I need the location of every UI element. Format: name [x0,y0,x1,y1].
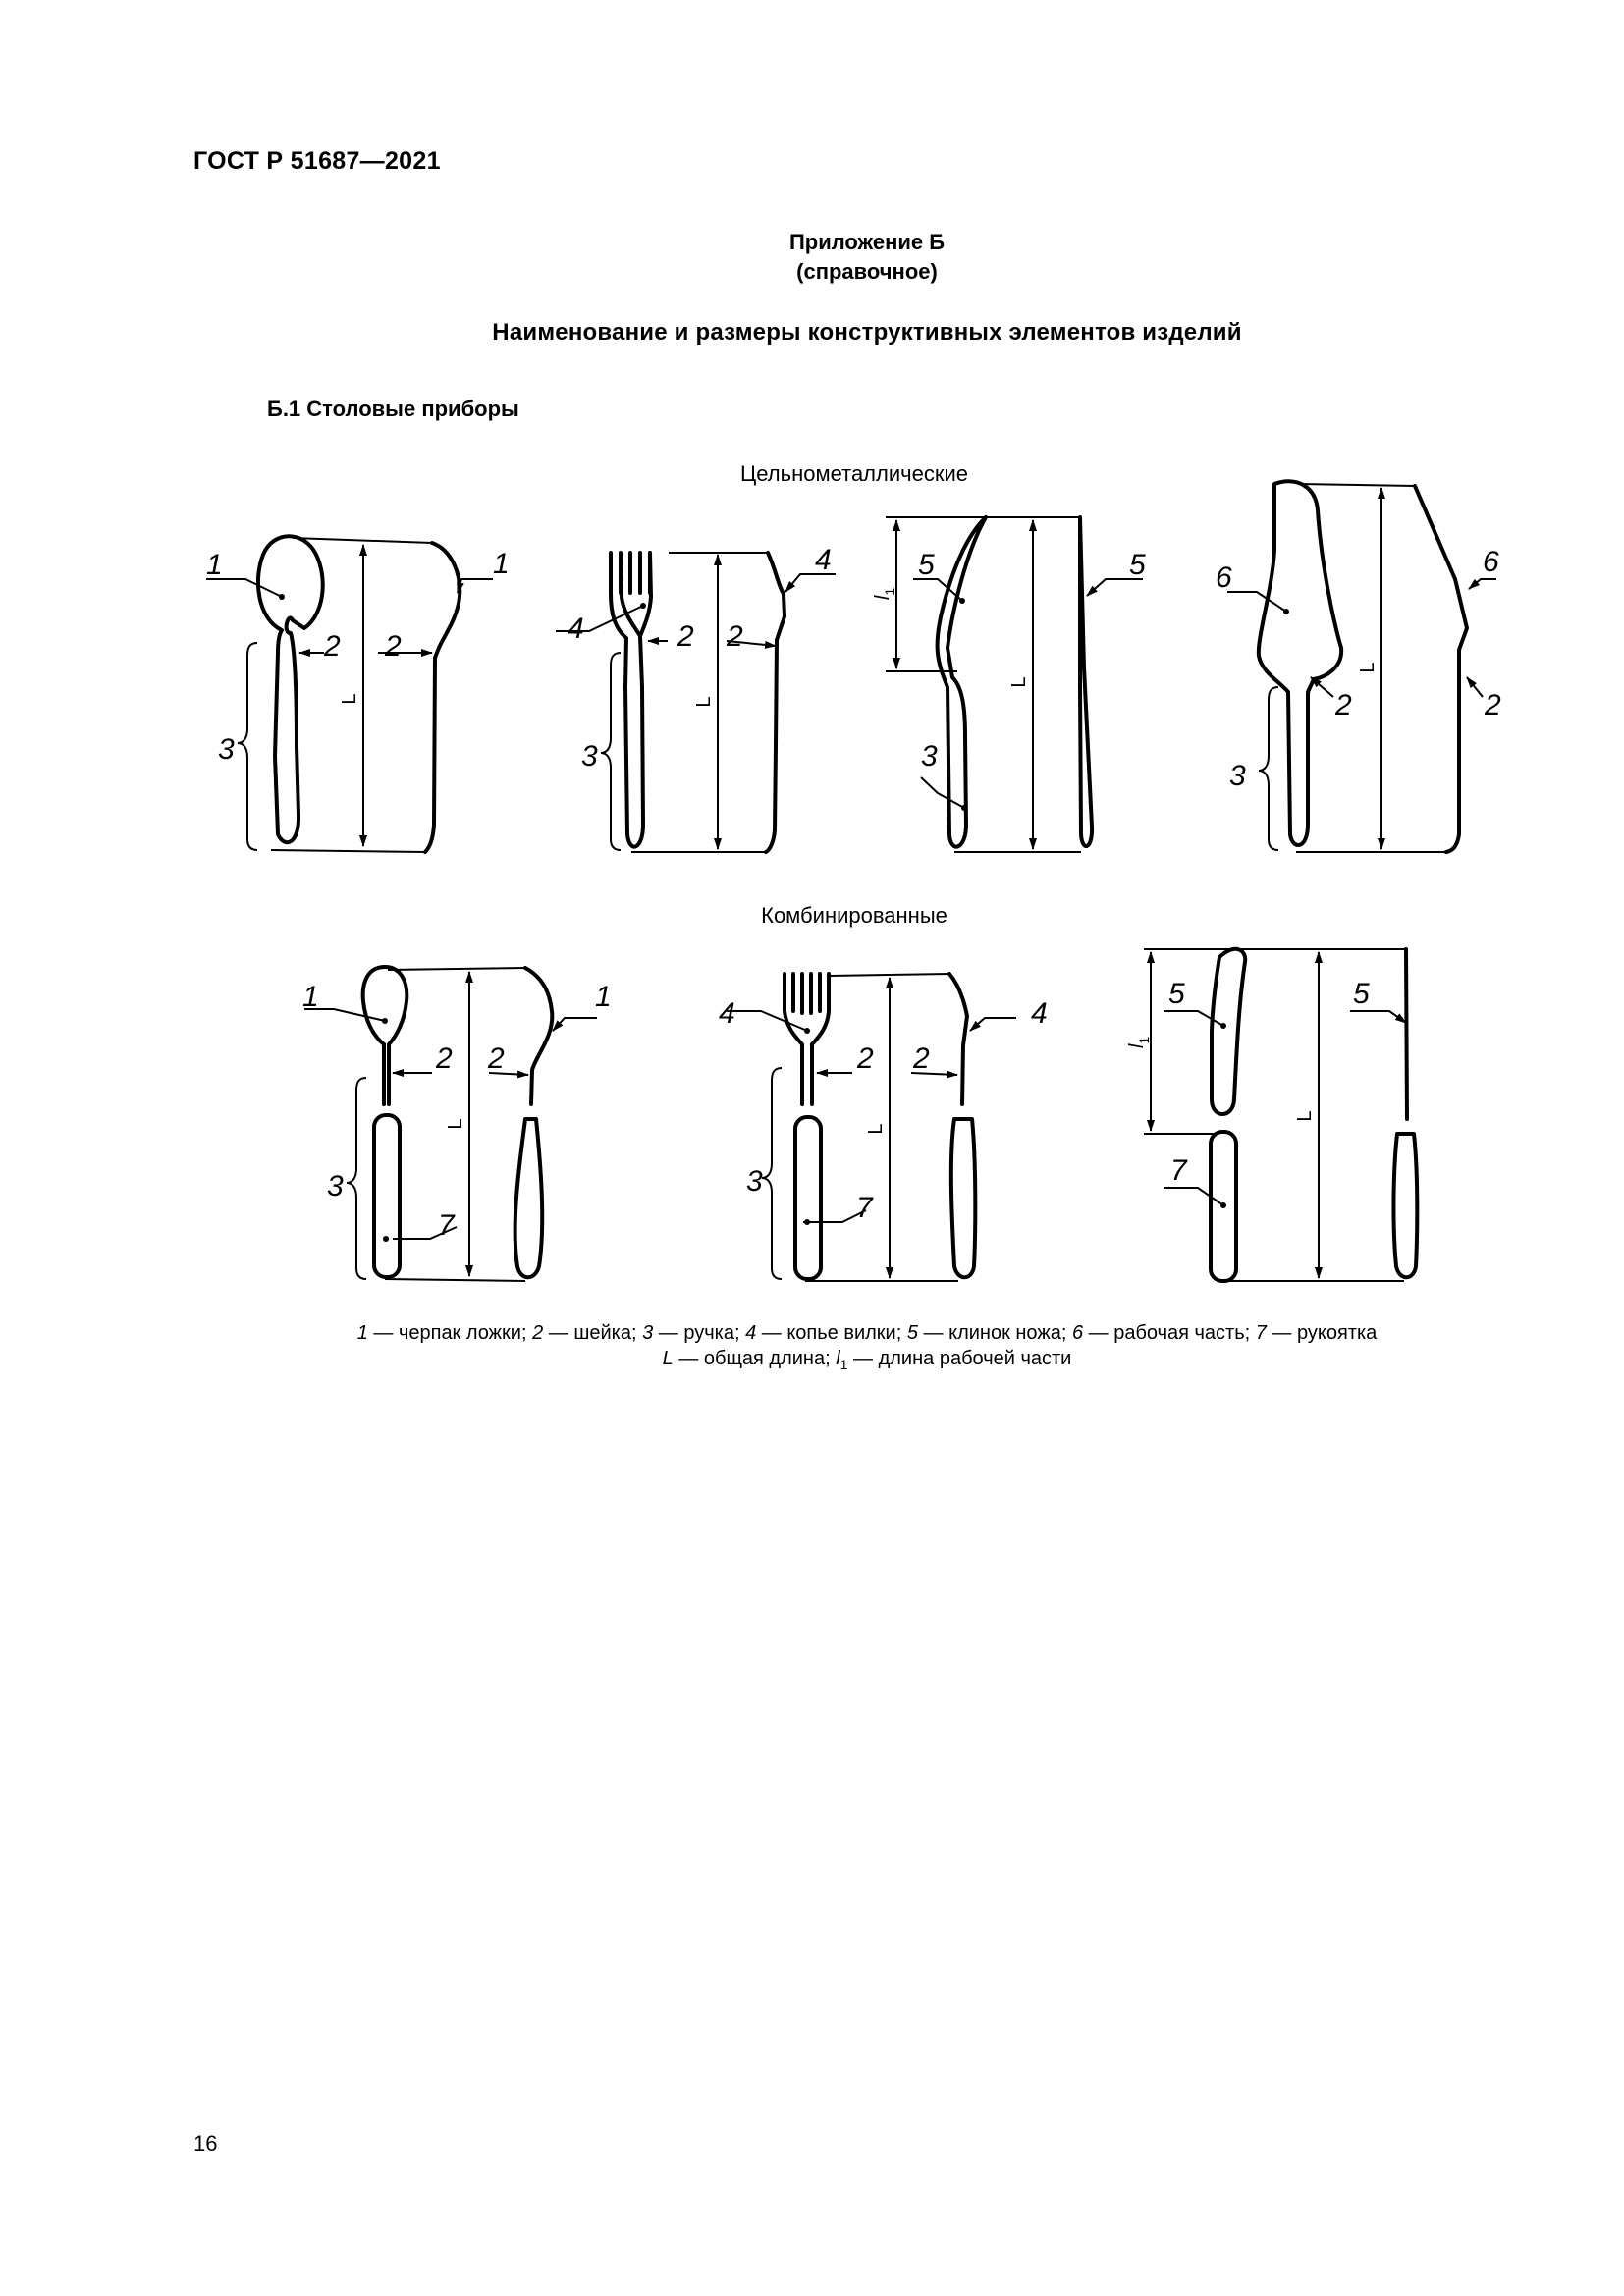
legend-line-1: 1 — черпак ложки; 2 — шейка; 3 — ручка; 4 — копье вилки; 5 — клинок ножа; 6 — рабочая часть; 7 — рукоятка [356,1322,1378,1344]
combined-knife-side-outline [1393,949,1417,1277]
callout-6: 6 [1216,561,1232,594]
group-label-combined: Комбинированные [761,903,947,928]
callout-4: 4 [568,613,584,645]
combined-knife-front-outline [1211,949,1245,1281]
callout-3: 3 [746,1165,763,1198]
callout-2: 2 [913,1042,930,1075]
svg-text:L: L [1294,1110,1316,1122]
svg-text:L: L [339,693,360,705]
server-side-outline [1415,486,1467,852]
callout-4: 4 [719,997,735,1030]
fork-front-outline [611,553,651,847]
svg-text:L: L [865,1123,887,1135]
callout-2: 2 [488,1042,505,1075]
callout-5: 5 [918,549,935,581]
callout-2: 2 [436,1042,453,1075]
appendix-title: Приложение Б [788,230,946,254]
callout-7: 7 [438,1209,455,1242]
document-id: ГОСТ Р 51687—2021 [193,147,441,175]
callout-6: 6 [1483,546,1499,578]
callout-5: 5 [1129,549,1146,581]
callout-7: 7 [856,1192,873,1224]
figure-legend [55,1320,1624,1377]
callout-5: 5 [1353,978,1370,1010]
callout-2: 2 [857,1042,874,1075]
dim-label-L [693,696,715,707]
spoon-side-outline [425,543,460,852]
svg-text:L: L [693,696,715,708]
main-title: Наименование и размеры конструктивных элементов изделий [492,319,1242,346]
dim-label-l1 [872,588,897,600]
svg-text:L: L [1008,676,1030,688]
callout-3: 3 [327,1170,344,1202]
page-number: 16 [193,2131,218,2156]
callout-3: 3 [218,733,235,766]
callout-2: 2 [727,620,743,653]
svg-text:L: L [445,1118,466,1130]
combined-spoon-front-outline [363,967,407,1277]
callout-2: 2 [1485,689,1501,721]
callout-4: 4 [815,544,832,576]
dim-label-L [1357,662,1379,672]
dim-label-L [1294,1110,1316,1121]
callout-7: 7 [1170,1154,1187,1187]
dim-label-L [865,1123,887,1134]
callout-3: 3 [1229,760,1246,792]
dim-label-L [339,693,360,704]
fork-side-outline [766,553,785,852]
appendix-subtitle: (справочное) [796,259,938,284]
combined-spoon-side-outline [515,968,553,1277]
combined-fork-front-outline [785,974,829,1279]
callout-5: 5 [1168,978,1185,1010]
callout-2: 2 [1335,689,1352,721]
callout-2: 2 [385,630,402,663]
legend-line-2: L — общая длина; $l_1$ — длина рабочей части [662,1348,1072,1372]
callout-1: 1 [493,548,510,580]
dim-label-L [445,1118,466,1129]
group-label-all-metal: Цельнометаллические [740,461,968,486]
callout-2: 2 [677,620,694,653]
callout-4: 4 [1031,997,1048,1030]
svg-text:l1: $l_1$ [872,587,897,601]
callout-1: 1 [206,549,223,581]
knife-side-outline [1080,517,1092,846]
spoon-front-outline [258,536,323,842]
callout-2: 2 [324,630,341,663]
dim-label-l1 [1126,1037,1152,1048]
server-front-outline [1259,481,1341,845]
svg-text:l1: $l_1$ [1126,1036,1152,1049]
callout-3: 3 [921,740,938,773]
svg-text:L: L [1357,662,1379,673]
callout-1: 1 [302,981,319,1013]
dim-label-L [1008,676,1030,687]
section-heading: Б.1 Столовые приборы [267,397,519,421]
combined-fork-side-outline [949,974,975,1277]
callout-3: 3 [581,740,598,773]
callout-1: 1 [595,981,612,1013]
